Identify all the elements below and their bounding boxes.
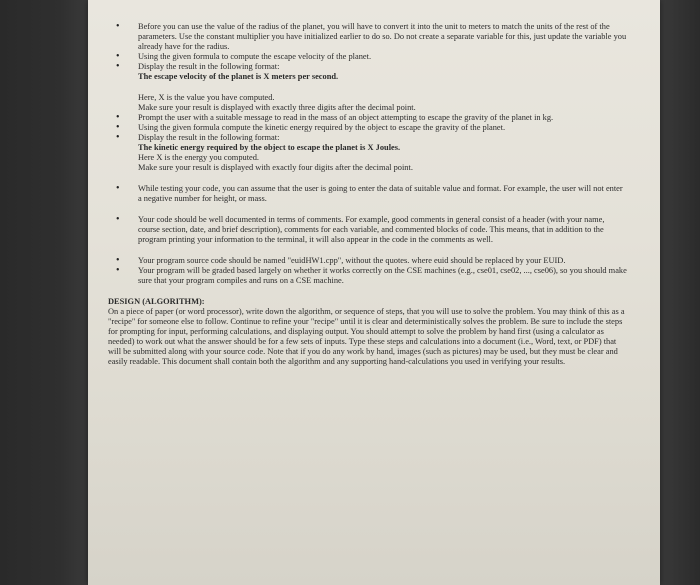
- bullet-compute-kinetic-energy: • Using the given formula compute the kinetic energy required by the object to escape the gravity of the planet.: [138, 123, 628, 133]
- design-title: DESIGN (ALGORITHM):: [108, 297, 205, 306]
- design-body: On a piece of paper (or word processor), write down the algorithm, or sequence of steps, that you will use to solve the problem. You may think of this as a "recipe" for someone else to follow. Continue to refine your "recipe" until it is clear and deterministically solves the problem. Be sure to include the steps for prompting for input, performing calculations, and displaying output. You should attempt to solve the problem by hand first (using a calculator as needed) to work out what the answer should be for a few sets of inputs. Type these steps and calculations into a document (i.e., Word, text, or PDF) that will be submitted along with your source code. Note that if you do any work by hand, images (such as pictures) may be used, but they must be clear and easily readable. This document shall contain both the algorithm and any supporting hand-calculations you used in verifying your results.: [108, 307, 625, 366]
- document-content: [108, 22, 628, 367]
- bullet-display-format-1: • Display the result in the following format:: [138, 62, 628, 72]
- naming-section: [138, 256, 628, 286]
- middle-bullets: [138, 93, 628, 173]
- format-kinetic-energy: The kinetic energy required by the object to escape the planet is X Joules.: [138, 143, 401, 152]
- note-here-x: Here, X is the value you have computed.: [138, 93, 275, 102]
- bullet-grading: • Your program will be graded based largely on whether it works correctly on the CSE machines (e.g., cse01, cse02, ..., cse06), so you should make sure that your program compiles and runs on a CSE machine.: [138, 266, 628, 286]
- note-energy: Here X is the energy you computed.: [138, 153, 260, 162]
- note-three-digits: Make sure your result is displayed with exactly three digits after the decimal point.: [138, 103, 416, 112]
- note-four-digits: Make sure your result is displayed with exactly four digits after the decimal point.: [138, 163, 413, 172]
- design-section: [108, 297, 628, 367]
- format-escape-velocity: The escape velocity of the planet is X meters per second.: [138, 72, 339, 81]
- bullet-testing: • While testing your code, you can assume that the user is going to enter the data of suitable value and format. For example, the user will not enter a negative number for height, or mass.: [138, 184, 628, 204]
- bullet-file-naming: • Your program source code should be named "euidHW1.cpp", without the quotes. where euid should be replaced by your EUID.: [138, 256, 628, 266]
- bullet-convert-radius: • Before you can use the value of the radius of the planet, you will have to convert it into the unit to meters to match the units of the rest of the parameters. Use the constant multiplier you have initialized earlier to do so. Do not create a separate variable for this, just update the variable you already have for the radius.: [138, 22, 628, 52]
- bullet-documentation: • Your code should be well documented in terms of comments. For example, good comments in general consist of a header (with your name, course section, date, and brief description), comments for each variable, and commented blocks of code. This means, that in addition to the program printing your information to the terminal, it will also appear in the code in the comments as well.: [138, 215, 628, 245]
- bullet-compute-escape-velocity: • Using the given formula to compute the escape velocity of the planet.: [138, 52, 628, 62]
- docs-section: [138, 215, 628, 245]
- bullet-display-format-2: • Display the result in the following format:: [138, 133, 628, 143]
- bullet-prompt-mass: • Prompt the user with a suitable message to read in the mass of an object attempting to escape the gravity of the planet in kg.: [138, 113, 628, 123]
- testing-section: [138, 184, 628, 204]
- top-bullets: [138, 22, 628, 82]
